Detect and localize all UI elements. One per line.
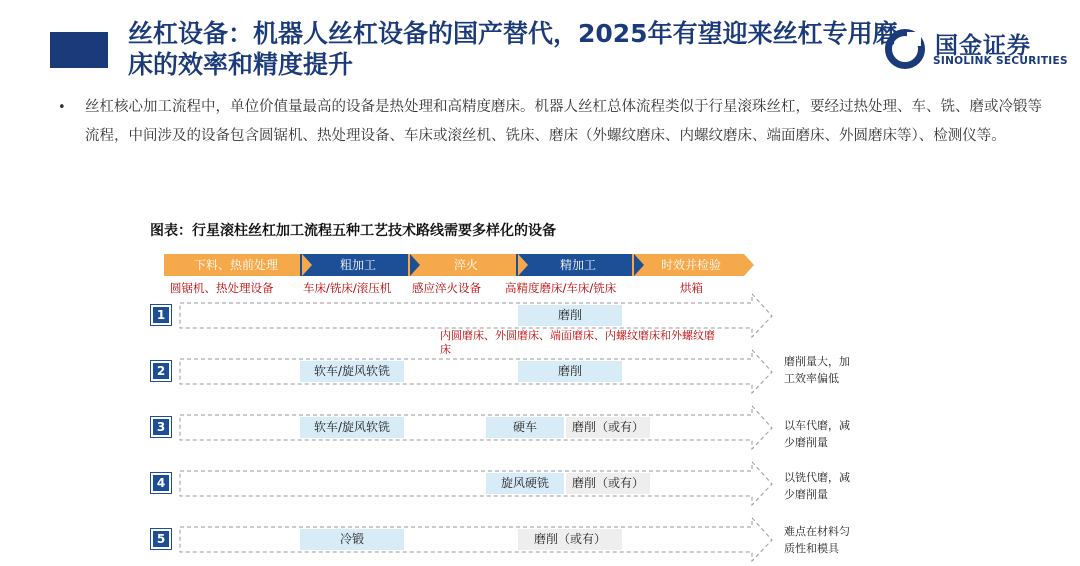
route-3-soft-turning: 软车/旋风软铣 (300, 417, 404, 438)
equipment-step-3: 感应淬火设备 (412, 281, 481, 295)
page-title: 丝杠设备：机器人丝杠设备的国产替代，2025年有望迎来丝杠专用磨床的效率和精度提升 (128, 19, 898, 79)
route-5-note: 难点在材料匀质性和模具 (784, 525, 850, 555)
route-number-5: 5 (150, 528, 172, 550)
logo-english-name: SINOLINK SECURITIES (933, 55, 1068, 67)
route-2-note: 磨削量大，加工效率偏低 (784, 355, 850, 385)
figure-title: 图表：行星滚柱丝杠加工流程五种工艺技术路线需要多样化的设备 (150, 223, 556, 239)
equipment-step-5: 烘箱 (680, 281, 703, 295)
process-step-5: 时效并检验 (632, 254, 744, 276)
route-5-cold-forging: 冷锻 (300, 529, 404, 550)
route-3-note: 以车代磨，减少磨削量 (784, 419, 850, 449)
equipment-step-4: 高精度磨床/车床/铣床 (505, 281, 617, 295)
route-4-grinding-optional: 磨削（或有） (566, 473, 650, 494)
route-4-whirl-milling: 旋风硬铣 (486, 473, 564, 494)
equipment-step-2: 车床/铣床/滚压机 (303, 281, 392, 295)
process-step-4: 精加工 (516, 254, 634, 276)
route-2-soft-turning: 软车/旋风软铣 (300, 361, 404, 382)
bullet-icon: • (58, 100, 66, 115)
route-5-grinding-optional: 磨削（或有） (518, 529, 622, 550)
process-step-2: 粗加工 (300, 254, 410, 276)
logo-chinese-name: 国金证券 (935, 33, 1031, 59)
route-number-1: 1 (150, 304, 172, 326)
process-step-1: 下料、热前处理 (164, 254, 302, 276)
route-1-grinding: 磨削 (518, 305, 622, 326)
equipment-step-1: 圆锯机、热处理设备 (170, 281, 274, 295)
grinding-machines-note: 内圆磨床、外圆磨床、端面磨床、内螺纹磨床和外螺纹磨床 (440, 329, 715, 356)
route-4-note: 以铣代磨，减少磨削量 (784, 471, 850, 501)
process-step-3: 淬火 (408, 254, 518, 276)
route-number-2: 2 (150, 360, 172, 382)
route-3-hard-turning: 硬车 (486, 417, 564, 438)
bullet-paragraph: 丝杠核心加工流程中，单位价值量最高的设备是热处理和高精度磨床。机器人丝杠总体流程类似于行星滚珠丝杠，要经过热处理、车、铣、磨或冷锻等流程，中间涉及的设备包含圆锯机、热处理设备、车床或滚丝机、铣床、磨床（外螺纹磨床、内螺纹磨床、端面磨床、外圆磨床等）、检测仪等。 (85, 99, 1042, 144)
route-number-4: 4 (150, 472, 172, 494)
route-3-grinding-optional: 磨削（或有） (566, 417, 650, 438)
route-2-grinding: 磨削 (518, 361, 622, 382)
route-number-3: 3 (150, 416, 172, 438)
